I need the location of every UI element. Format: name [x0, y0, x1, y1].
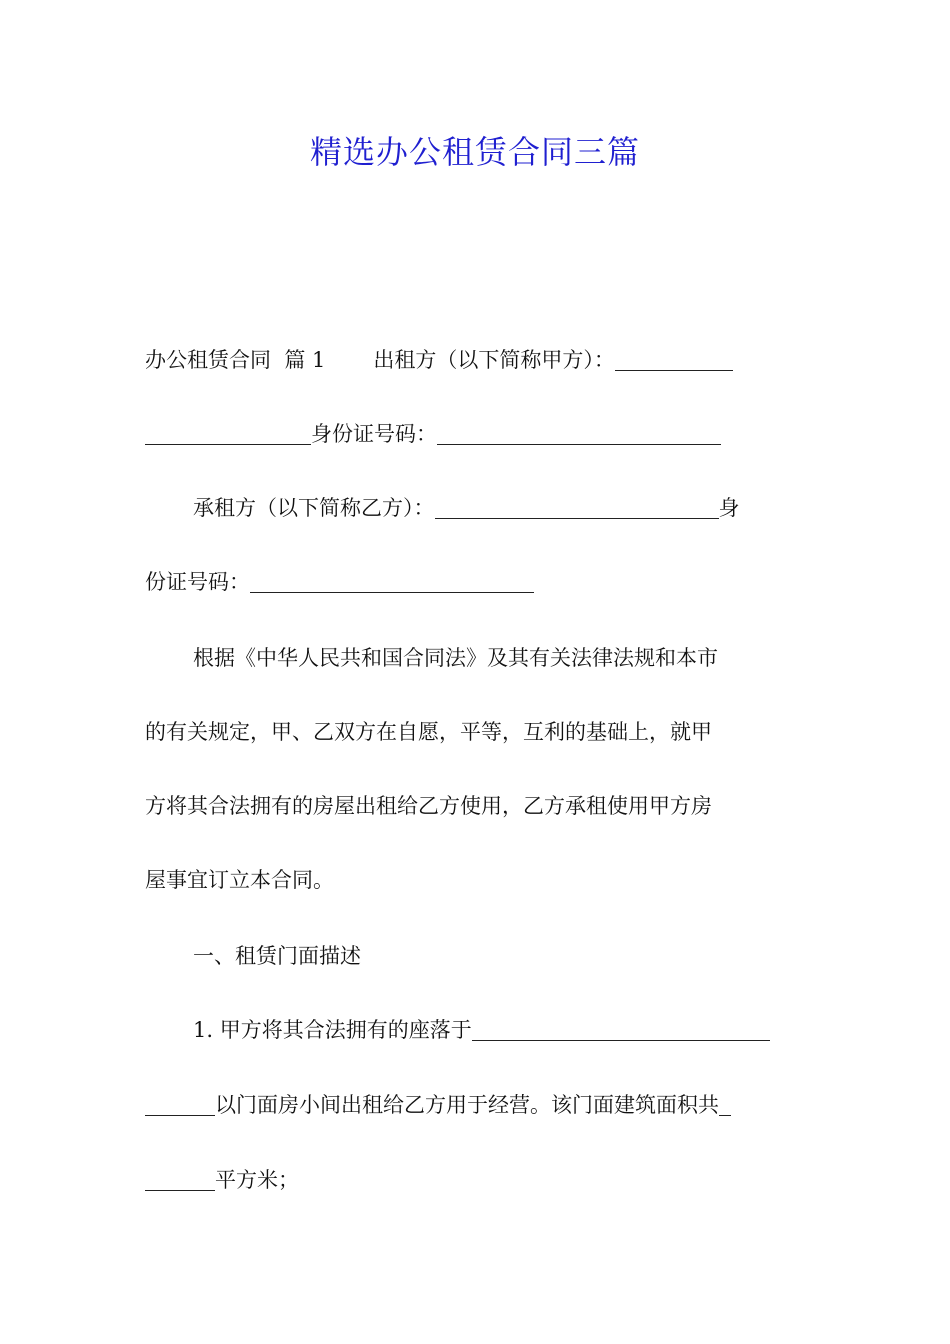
contract-part: 篇 1 [284, 348, 326, 372]
area-unit: 平方米； [215, 1168, 299, 1192]
lessee-id-label: 份证号码： [145, 570, 250, 594]
item-label: 1. 甲方将其合法拥有的座落于 [193, 1018, 472, 1042]
item-line [145, 1010, 810, 1050]
lessee-name-blank [435, 517, 719, 519]
item-text: 以门面房小间出租给乙方用于经营。该门面建筑面积共 [215, 1093, 719, 1117]
location-blank [472, 1039, 770, 1041]
item-line [145, 1160, 810, 1200]
lessee-id-line [145, 562, 810, 602]
lessor-name-blank [615, 369, 733, 371]
lessee-label: 承租方（以下简称乙方）： [193, 496, 435, 520]
contract-heading: 办公租赁合同 [145, 348, 271, 372]
document-title: 精选办公租赁合同三篇 [309, 133, 640, 171]
item-line [145, 1085, 810, 1125]
paragraph-line: 根据《中华人民共和国合同法》及其有关法律法规和本市 [193, 646, 718, 670]
paragraph-line: 的有关规定，甲、乙双方在自愿，平等，互利的基础上，就甲 [145, 720, 712, 744]
paragraph-line: 方将其合法拥有的房屋出租给乙方使用，乙方承租使用甲方房 [145, 794, 712, 818]
lessee-line [145, 488, 810, 528]
heading-line [145, 340, 810, 380]
lessor-id-blank [437, 443, 721, 445]
lessor-id-label: 身份证号码： [311, 422, 437, 446]
lessee-id-blank [250, 591, 534, 593]
lessor-label: 出租方（以下简称甲方）： [373, 348, 615, 372]
paragraph-line: 屋事宜订立本合同。 [145, 868, 334, 892]
lessee-id-prefix: 身 [718, 496, 740, 520]
location-blank-continued [145, 1114, 215, 1116]
area-blank-continued [145, 1189, 215, 1191]
lessor-name-blank-continued [145, 443, 311, 445]
area-blank [719, 1114, 731, 1116]
section-heading: 一、租赁门面描述 [193, 944, 361, 968]
lessor-id-line [145, 414, 810, 454]
